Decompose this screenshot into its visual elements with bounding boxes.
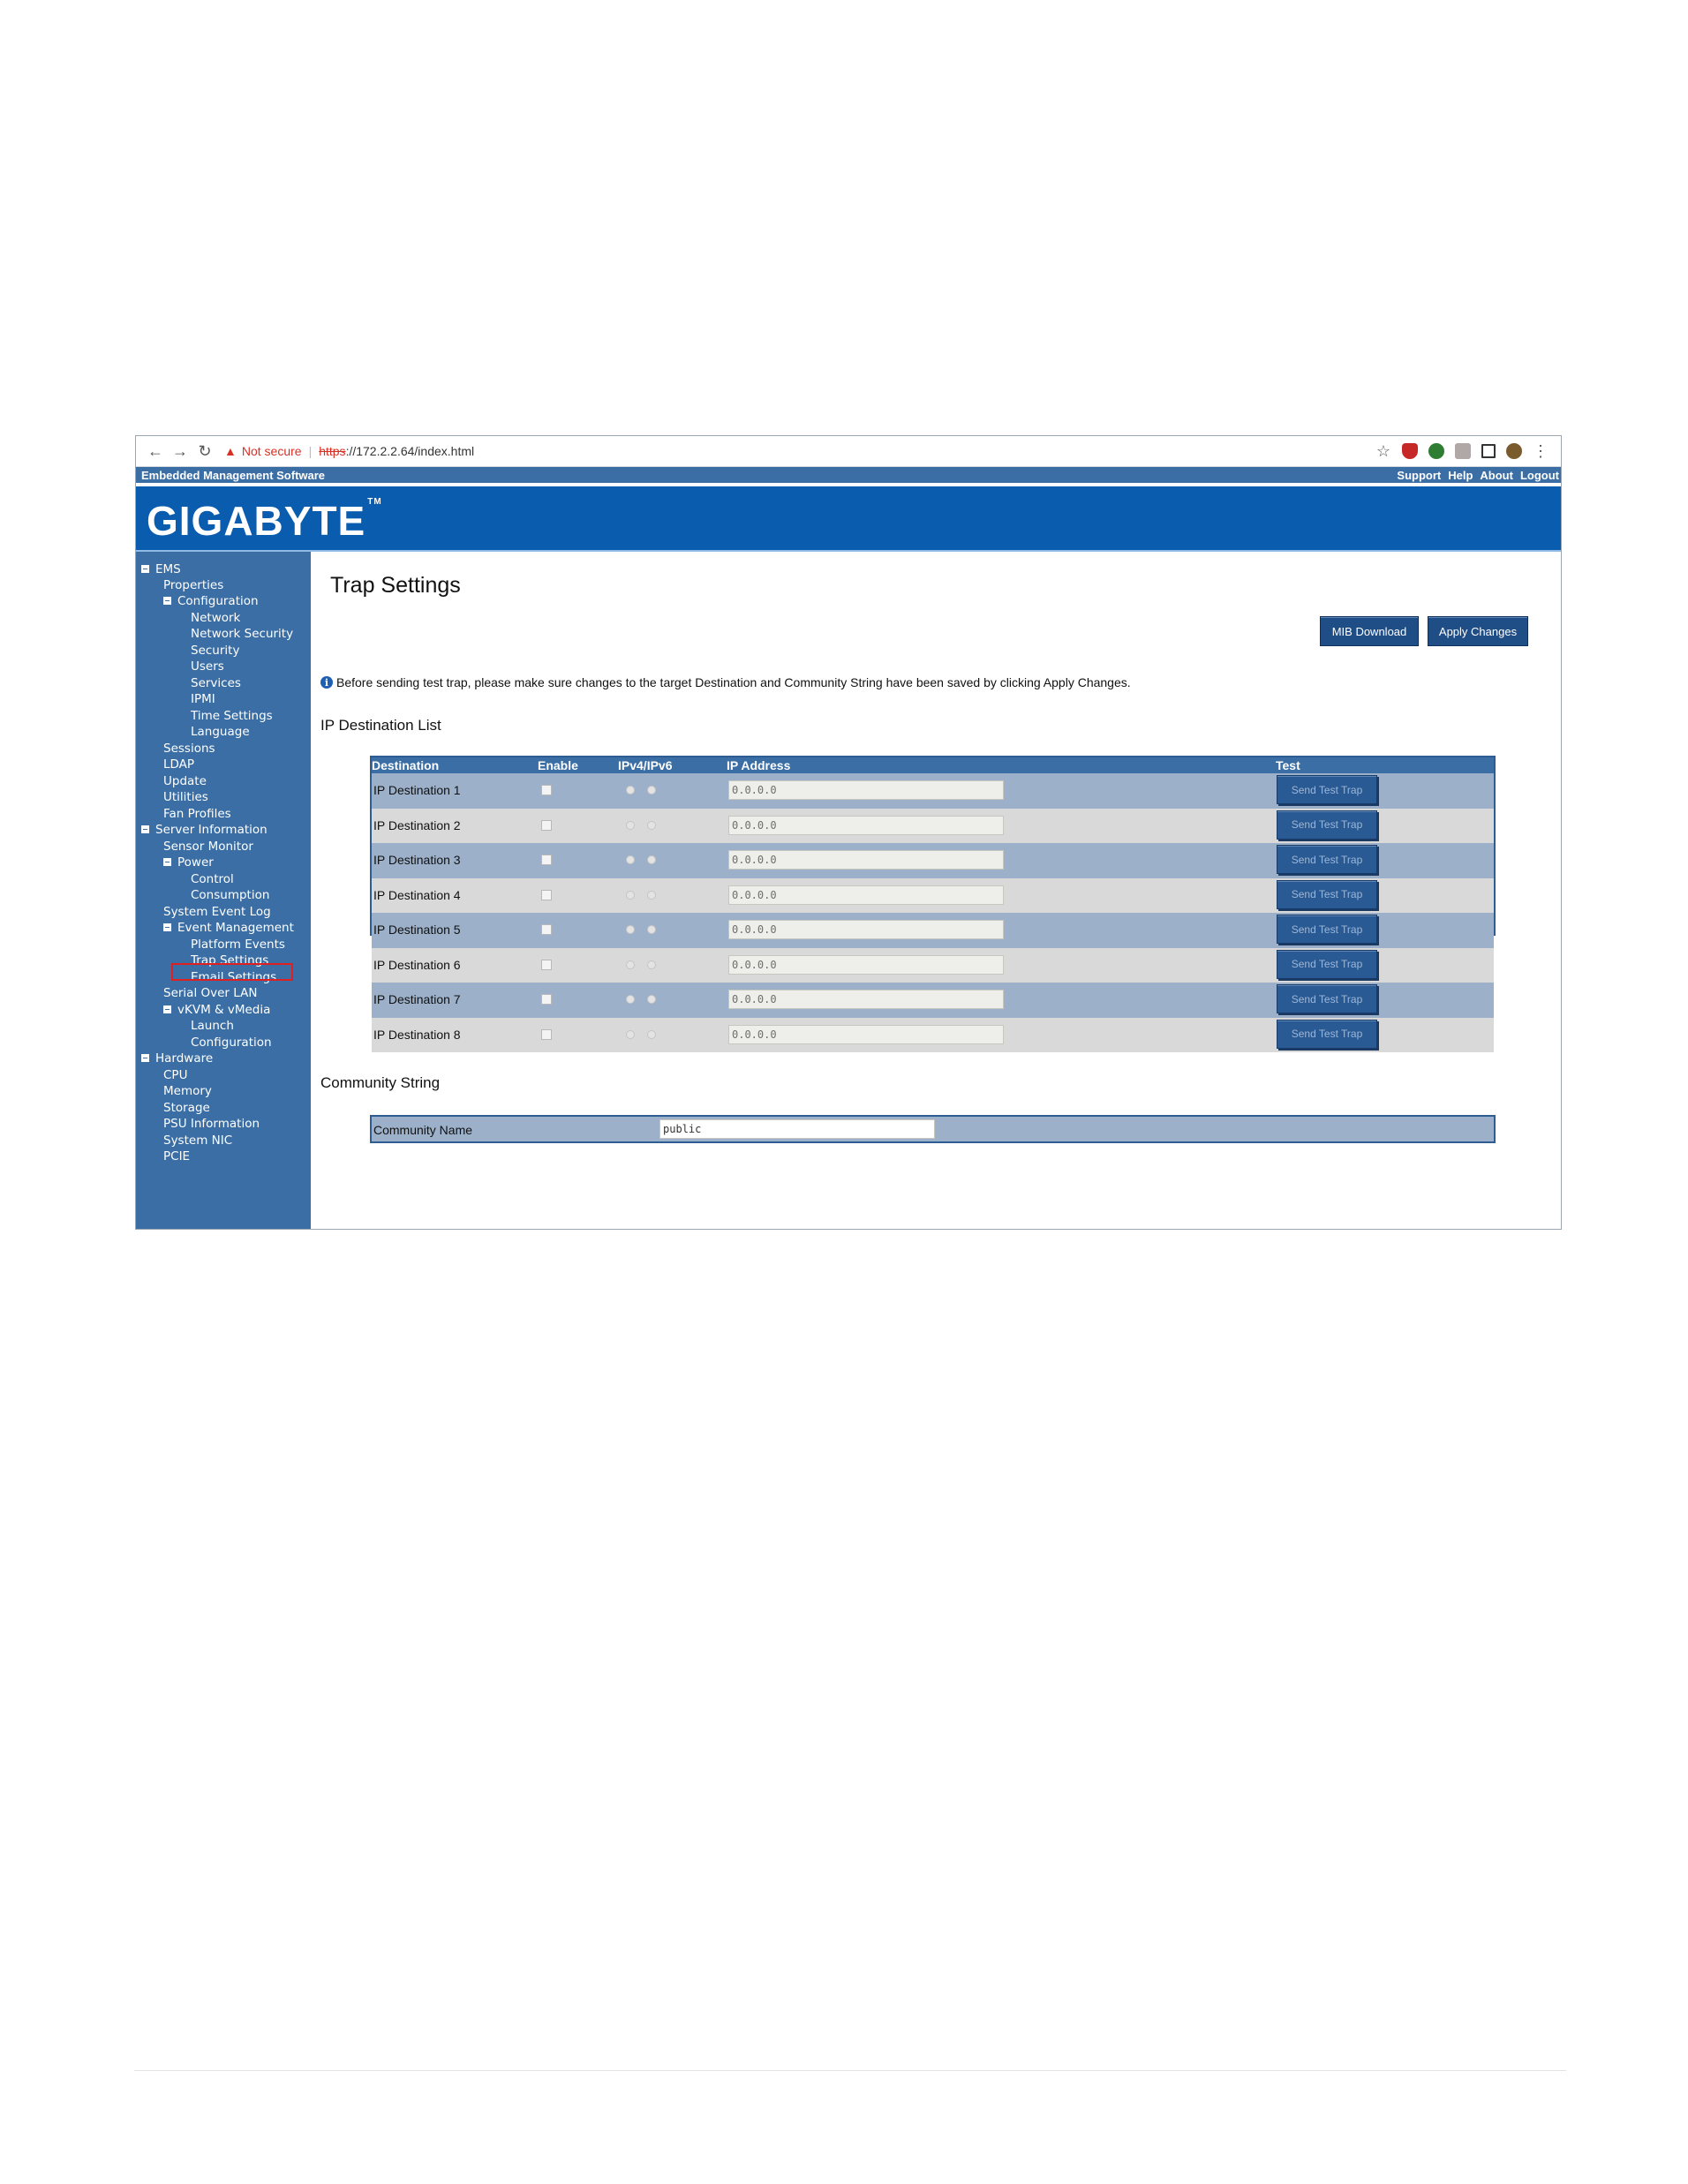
app-title: Embedded Management Software	[141, 468, 326, 482]
green-extension-icon[interactable]	[1428, 443, 1444, 459]
enable-checkbox[interactable]	[541, 960, 552, 970]
ip-address-input[interactable]	[728, 885, 1004, 905]
sidebar-item-cpu[interactable]: CPU	[163, 1068, 188, 1082]
help-link[interactable]: Help	[1448, 468, 1473, 482]
browser-menu-icon[interactable]: ⋮	[1533, 441, 1549, 460]
selected-item-highlight	[171, 963, 293, 981]
ip-address-input[interactable]	[728, 780, 1004, 800]
destination-name: IP Destination 7	[373, 992, 461, 1006]
ipv6-radio[interactable]	[647, 995, 656, 1004]
top-strip	[136, 467, 1561, 483]
sidebar-item-time-settings[interactable]: Time Settings	[191, 709, 273, 723]
sidebar-item-ems[interactable]: EMS	[141, 561, 181, 577]
mib-download-button[interactable]: MIB Download	[1320, 616, 1419, 646]
table-row	[372, 843, 1494, 878]
sidebar-item-utilities[interactable]: Utilities	[163, 790, 208, 804]
ipv6-radio[interactable]	[647, 855, 656, 864]
about-link[interactable]: About	[1480, 468, 1513, 482]
screenshot-frame	[135, 435, 1562, 1230]
send-test-trap-button[interactable]: Send Test Trap	[1277, 880, 1377, 909]
page-title: Trap Settings	[330, 573, 461, 598]
ip-destination-title: IP Destination List	[320, 717, 441, 734]
table-row	[372, 878, 1494, 914]
sidebar-item-serial-over-lan[interactable]: Serial Over LAN	[163, 986, 258, 1000]
sidebar-item-platform-events[interactable]: Platform Events	[191, 938, 285, 952]
reload-icon[interactable]: ↻	[198, 441, 212, 460]
sidebar-item-fan-profiles[interactable]: Fan Profiles	[163, 807, 231, 821]
warning-icon: ▲	[224, 444, 237, 458]
sidebar-item-vkvm-vmedia[interactable]: vKVM & vMedia	[163, 1002, 270, 1018]
col-ipv4-ipv6: IPv4/IPv6	[618, 758, 673, 772]
collapse-icon[interactable]	[141, 565, 149, 573]
sidebar-item-storage[interactable]: Storage	[163, 1101, 210, 1115]
enable-checkbox[interactable]	[541, 994, 552, 1005]
send-test-trap-button[interactable]: Send Test Trap	[1277, 915, 1377, 944]
col-destination: Destination	[372, 758, 440, 772]
ipv4-radio[interactable]	[626, 891, 635, 900]
ip-destination-table	[370, 756, 1496, 1042]
enable-checkbox[interactable]	[541, 785, 552, 795]
browser-toolbar	[136, 436, 1561, 467]
square-extension-icon[interactable]	[1481, 444, 1496, 458]
extension-icons	[1375, 443, 1549, 459]
table-row	[372, 983, 1494, 1018]
table-header	[372, 757, 1494, 773]
ip-address-input[interactable]	[728, 955, 1004, 975]
send-test-trap-button[interactable]: Send Test Trap	[1277, 984, 1377, 1013]
sidebar-item-system-event-log[interactable]: System Event Log	[163, 905, 271, 919]
col-ip-address: IP Address	[727, 758, 791, 772]
ipv4-radio[interactable]	[626, 855, 635, 864]
sidebar-item-properties[interactable]: Properties	[163, 578, 224, 592]
url-scheme: https	[319, 444, 346, 458]
page-divider	[134, 2070, 1566, 2071]
sidebar-item-event-management[interactable]: Event Management	[163, 920, 294, 936]
ipv6-radio[interactable]	[647, 925, 656, 934]
enable-checkbox[interactable]	[541, 1029, 552, 1040]
sidebar-item-network-security[interactable]: Network Security	[191, 627, 294, 641]
sidebar-item-control[interactable]: Control	[191, 872, 234, 886]
community-string-table	[370, 1115, 1496, 1143]
sidebar-item-sessions[interactable]: Sessions	[163, 742, 215, 756]
ipv6-radio[interactable]	[647, 786, 656, 795]
table-row	[372, 913, 1494, 948]
ipv6-radio[interactable]	[647, 1030, 656, 1039]
ipv4-radio[interactable]	[626, 925, 635, 934]
col-test: Test	[1276, 758, 1300, 772]
sidebar-item-ipmi[interactable]: IPMI	[191, 692, 215, 706]
ipv4-radio[interactable]	[626, 1030, 635, 1039]
sidebar-item-vmedia-configuration[interactable]: Configuration	[191, 1036, 272, 1050]
col-enable: Enable	[538, 758, 578, 772]
ipv4-radio[interactable]	[626, 786, 635, 795]
table-row	[372, 809, 1494, 844]
collapse-icon[interactable]	[163, 1005, 171, 1013]
collapse-icon[interactable]	[163, 597, 171, 605]
main-content	[311, 552, 1561, 1229]
destination-name: IP Destination 1	[373, 783, 461, 797]
sidebar-item-system-nic[interactable]: System NIC	[163, 1133, 233, 1148]
not-secure-label: Not secure	[241, 444, 302, 458]
destination-name: IP Destination 6	[373, 957, 461, 972]
collapse-icon[interactable]	[163, 858, 171, 866]
enable-checkbox[interactable]	[541, 855, 552, 865]
ip-address-input[interactable]	[728, 850, 1004, 870]
ip-address-input[interactable]	[728, 920, 1004, 939]
sidebar-item-server-information[interactable]: Server Information	[141, 822, 268, 838]
info-text: Before sending test trap, please make sure changes to the target Destination and Community String have been saved by clicking Apply Changes.	[336, 675, 1131, 689]
table-row	[372, 773, 1494, 809]
ip-address-input[interactable]	[728, 990, 1004, 1009]
profile-avatar-icon[interactable]	[1506, 443, 1522, 459]
sidebar-item-pcie[interactable]: PCIE	[163, 1149, 191, 1164]
send-test-trap-button[interactable]: Send Test Trap	[1277, 950, 1377, 979]
back-icon[interactable]: ←	[147, 441, 163, 460]
sidebar-item-language[interactable]: Language	[191, 725, 250, 739]
collapse-icon[interactable]	[141, 1054, 149, 1062]
sidebar-item-security[interactable]: Security	[191, 644, 240, 658]
sidebar-item-launch[interactable]: Launch	[191, 1019, 234, 1033]
destination-name: IP Destination 8	[373, 1027, 461, 1042]
address-bar[interactable]	[224, 440, 1375, 463]
collapse-icon[interactable]	[163, 923, 171, 931]
pdf-extension-icon[interactable]	[1455, 443, 1471, 459]
shield-extension-icon[interactable]	[1402, 443, 1418, 459]
support-link[interactable]: Support	[1397, 468, 1442, 482]
ipv6-radio[interactable]	[647, 821, 656, 830]
header-banner	[136, 485, 1561, 553]
community-string-title: Community String	[320, 1074, 441, 1091]
sidebar-item-update[interactable]: Update	[163, 774, 207, 788]
sidebar-item-network[interactable]: Network	[191, 611, 241, 625]
sidebar-item-services[interactable]: Services	[191, 676, 241, 690]
send-test-trap-button[interactable]: Send Test Trap	[1277, 1020, 1377, 1049]
logout-link[interactable]: Logout	[1519, 468, 1559, 482]
sidebar-item-users[interactable]: Users	[191, 659, 224, 674]
table-row	[372, 1018, 1494, 1053]
sidebar-item-memory[interactable]: Memory	[163, 1084, 212, 1098]
sidebar-nav	[136, 552, 311, 1229]
url-path: ://172.2.2.64/index.html	[345, 444, 475, 458]
ipv4-radio[interactable]	[626, 995, 635, 1004]
destination-name: IP Destination 2	[373, 817, 461, 832]
ipv6-radio[interactable]	[647, 960, 656, 969]
sidebar-item-consumption[interactable]: Consumption	[191, 888, 270, 902]
sidebar-item-sensor-monitor[interactable]: Sensor Monitor	[163, 840, 253, 854]
enable-checkbox[interactable]	[541, 890, 552, 900]
table-body	[372, 773, 1494, 1052]
ipv6-radio[interactable]	[647, 891, 656, 900]
community-name-input[interactable]	[659, 1119, 935, 1139]
sidebar-item-psu-information[interactable]: PSU Information	[163, 1117, 260, 1131]
sidebar-item-power[interactable]: Power	[163, 855, 214, 870]
sidebar-item-ldap[interactable]: LDAP	[163, 757, 195, 772]
sidebar-item-email-settings[interactable]: Email Settings	[191, 970, 277, 984]
community-name-label: Community Name	[373, 1123, 473, 1137]
info-message	[320, 675, 1131, 689]
collapse-icon[interactable]	[141, 825, 149, 833]
sidebar-item-configuration[interactable]: Configuration	[163, 593, 259, 609]
bookmark-star-icon[interactable]: ☆	[1375, 441, 1391, 460]
sidebar-item-hardware[interactable]: Hardware	[141, 1051, 213, 1066]
ipv4-radio[interactable]	[626, 821, 635, 830]
apply-changes-button[interactable]: Apply Changes	[1428, 616, 1528, 646]
destination-name: IP Destination 3	[373, 853, 461, 867]
destination-name: IP Destination 5	[373, 923, 461, 937]
url-separator: |	[308, 444, 313, 458]
ipv4-radio[interactable]	[626, 960, 635, 969]
table-row	[372, 948, 1494, 983]
gigabyte-logo: GIGABYTE ™	[147, 497, 382, 544]
sidebar-item-trap-settings[interactable]: Trap Settings	[191, 953, 269, 968]
send-test-trap-button[interactable]: Send Test Trap	[1277, 810, 1377, 840]
info-icon: i	[320, 676, 333, 689]
enable-checkbox[interactable]	[541, 820, 552, 831]
enable-checkbox[interactable]	[541, 924, 552, 935]
top-links	[1397, 469, 1561, 482]
send-test-trap-button[interactable]: Send Test Trap	[1277, 845, 1377, 874]
ip-address-input[interactable]	[728, 1025, 1004, 1044]
send-test-trap-button[interactable]: Send Test Trap	[1277, 775, 1377, 804]
destination-name: IP Destination 4	[373, 887, 461, 902]
ip-address-input[interactable]	[728, 816, 1004, 835]
forward-icon[interactable]: →	[172, 441, 188, 460]
